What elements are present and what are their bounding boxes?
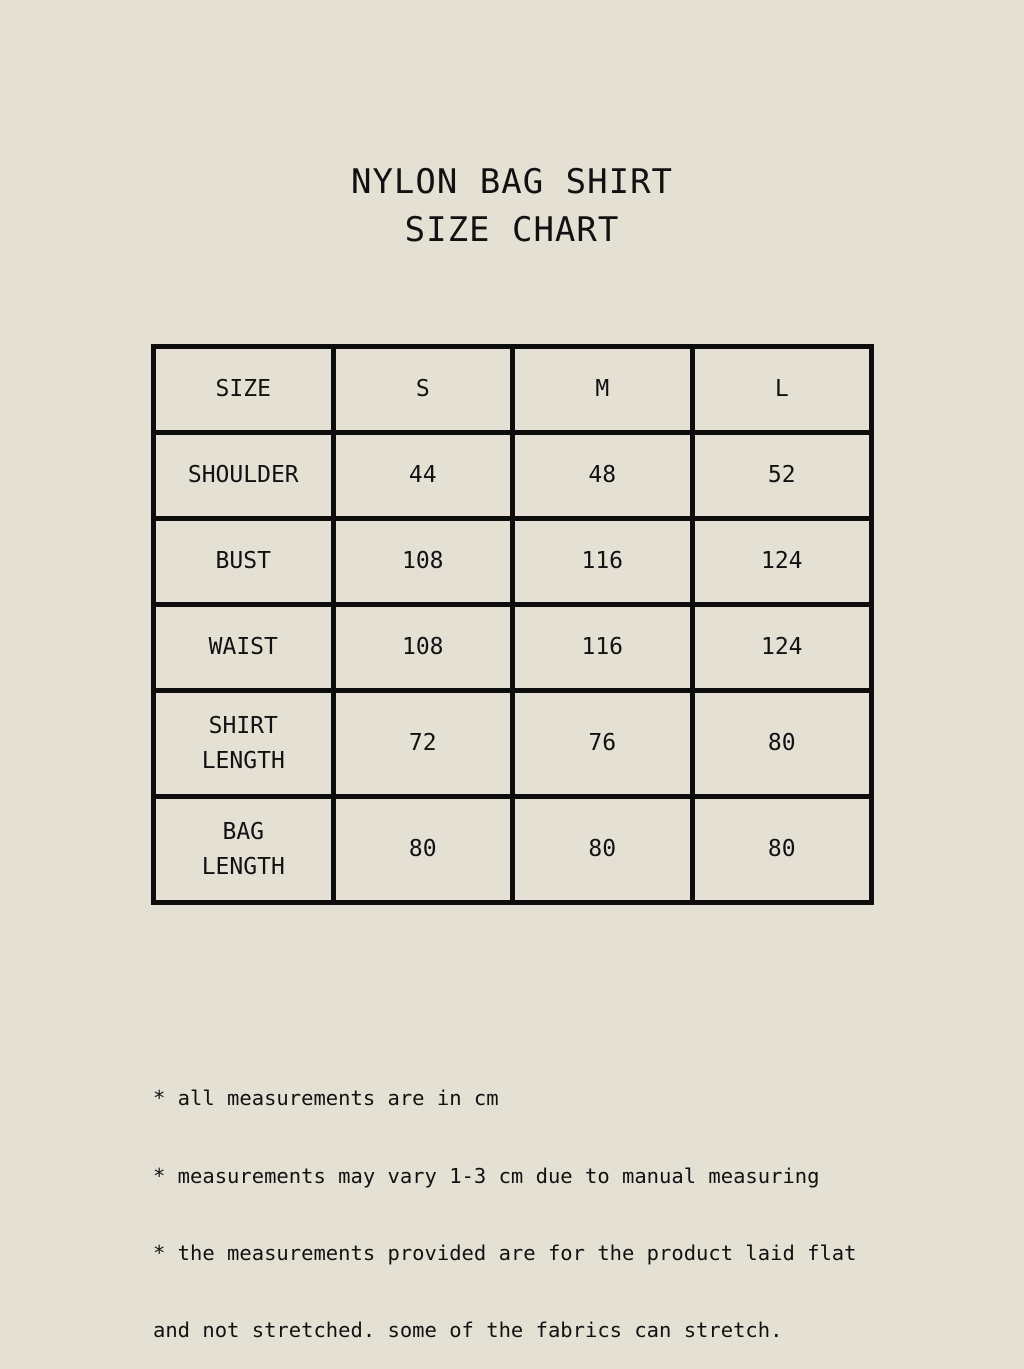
row-label bbox=[154, 691, 334, 797]
table-cell: 116 bbox=[513, 519, 693, 605]
note-line: * measurements may vary 1-3 cm due to manual measuring bbox=[153, 1163, 820, 1188]
table-cell: 80 bbox=[513, 797, 693, 903]
table-cell: 44 bbox=[333, 433, 513, 519]
header-cell-s: S bbox=[333, 347, 513, 433]
row-label-text: SHOULDER bbox=[187, 462, 299, 488]
table-cell: 124 bbox=[692, 519, 872, 605]
table-cell: 80 bbox=[692, 797, 872, 903]
header-cell-size: SIZE bbox=[154, 347, 334, 433]
measurement-notes bbox=[153, 1035, 1013, 1369]
table-row-waist bbox=[154, 605, 872, 691]
table-cell: 52 bbox=[692, 433, 872, 519]
header-cell-m: M bbox=[513, 347, 693, 433]
table-cell: 80 bbox=[692, 691, 872, 797]
table-row-shoulder bbox=[154, 433, 872, 519]
size-chart-table bbox=[151, 344, 874, 905]
table-row-shirt-length bbox=[154, 691, 872, 797]
table-row-bag-length bbox=[154, 797, 872, 903]
page-title bbox=[0, 158, 1024, 254]
row-label-text: LENGTH bbox=[201, 747, 285, 774]
table-cell: 108 bbox=[333, 605, 513, 691]
table-cell: 48 bbox=[513, 433, 693, 519]
row-label-text: WAIST bbox=[208, 634, 278, 660]
title-line-1: NYLON BAG SHIRT bbox=[350, 162, 674, 202]
note-line: and not stretched. some of the fabrics can stretch. bbox=[153, 1317, 783, 1342]
row-label-text: LENGTH bbox=[201, 853, 285, 880]
row-label-text: SHIRT bbox=[208, 712, 278, 739]
title-line-2: SIZE CHART bbox=[404, 210, 620, 250]
table-cell: 116 bbox=[513, 605, 693, 691]
header-cell-l: L bbox=[692, 347, 872, 433]
row-label-text: BUST bbox=[215, 548, 271, 574]
row-label bbox=[154, 605, 334, 691]
table-cell: 76 bbox=[513, 691, 693, 797]
table-cell: 124 bbox=[692, 605, 872, 691]
table-row-bust bbox=[154, 519, 872, 605]
row-label bbox=[154, 519, 334, 605]
table-cell: 108 bbox=[333, 519, 513, 605]
table-cell: 80 bbox=[333, 797, 513, 903]
row-label bbox=[154, 797, 334, 903]
table-cell: 72 bbox=[333, 691, 513, 797]
row-label-text: BAG bbox=[222, 818, 265, 845]
note-line: * the measurements provided are for the product laid flat bbox=[153, 1240, 857, 1265]
note-line: * all measurements are in cm bbox=[153, 1086, 499, 1111]
table-header-row bbox=[154, 347, 872, 433]
row-label bbox=[154, 433, 334, 519]
